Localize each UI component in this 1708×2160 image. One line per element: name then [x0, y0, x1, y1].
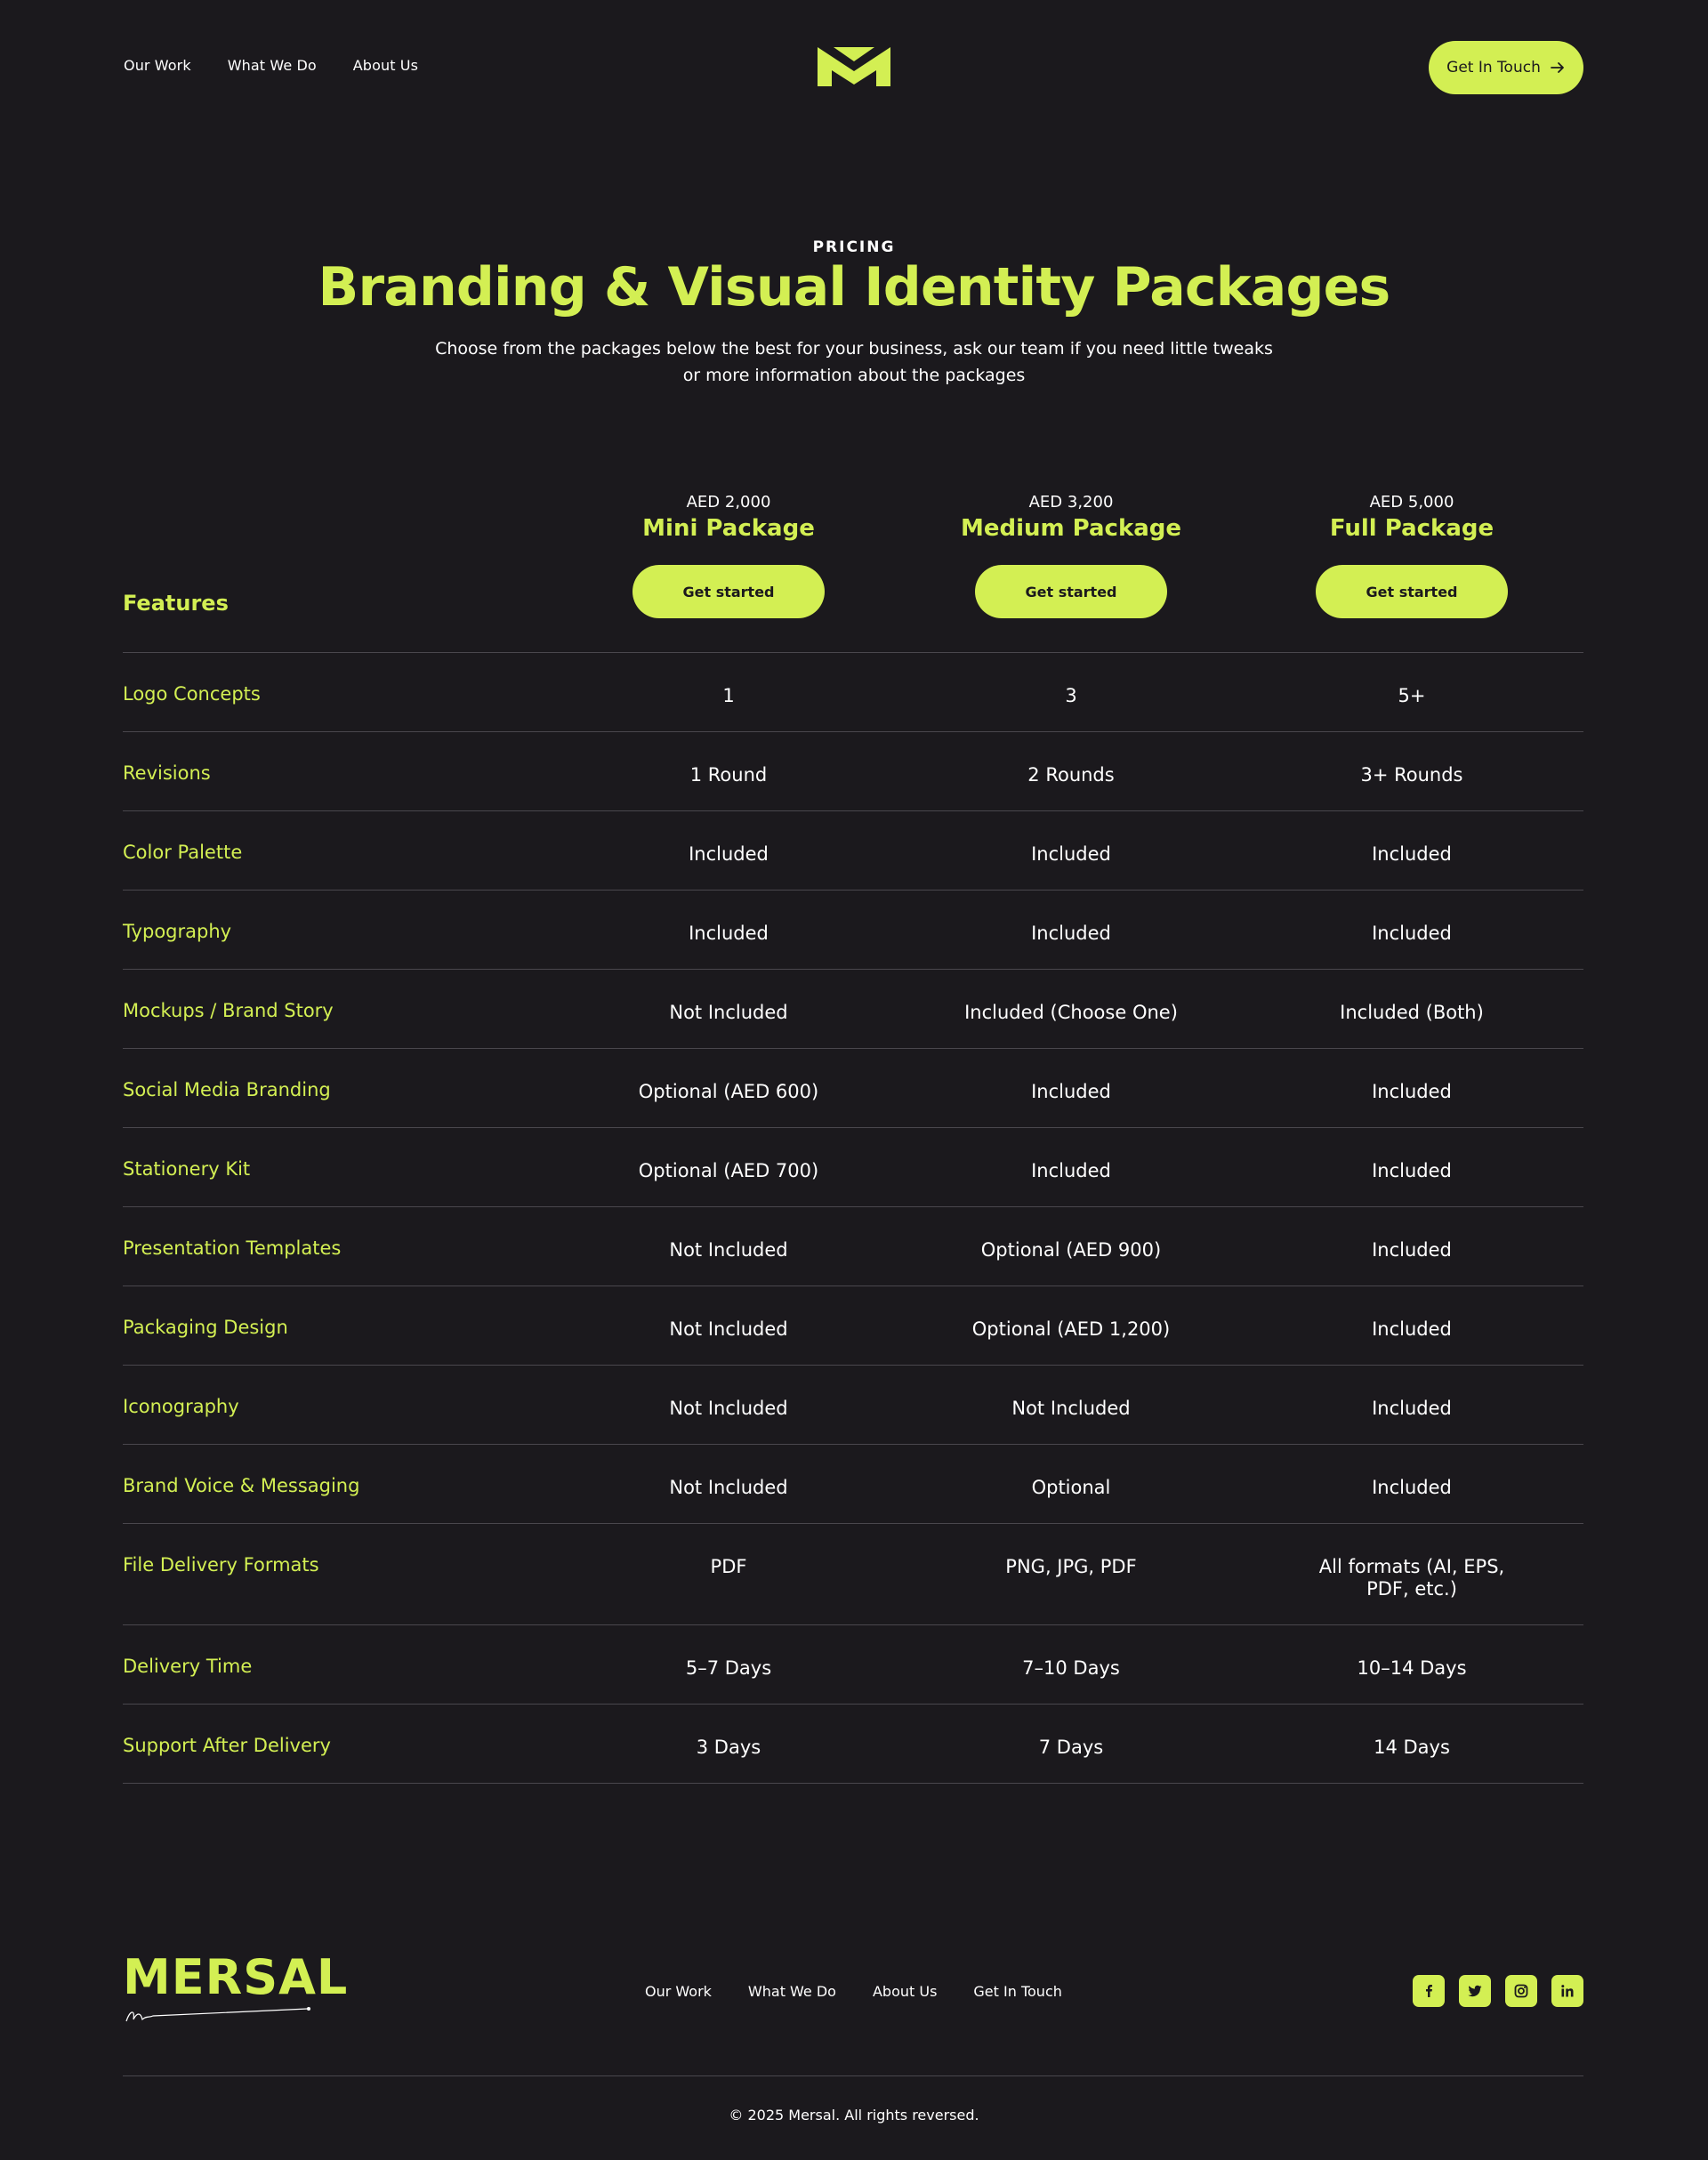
table-row	[123, 1445, 1583, 1524]
feature-label: Support After Delivery	[123, 1735, 331, 1756]
feature-label: Logo Concepts	[123, 683, 261, 705]
site-header	[0, 0, 1708, 135]
footer-nav-our-work[interactable]: Our Work	[645, 1983, 712, 2000]
table-cell: PNG, JPG, PDF	[1005, 1556, 1137, 1577]
logo-icon[interactable]	[818, 47, 890, 86]
table-cell: Not Included	[1011, 1398, 1131, 1419]
plan-medium	[955, 480, 1187, 618]
feature-label: Packaging Design	[123, 1317, 288, 1338]
plan-name: Full Package	[1329, 515, 1494, 542]
table-cell: Included	[689, 843, 769, 865]
table-cell: 1 Round	[689, 764, 768, 786]
table-row	[123, 1366, 1583, 1445]
table-cell: 2 Rounds	[1027, 764, 1115, 786]
table-row	[123, 1524, 1583, 1625]
feature-label: Brand Voice & Messaging	[123, 1475, 360, 1496]
signature-icon	[123, 2003, 313, 2025]
table-cell: 14 Days	[1374, 1737, 1450, 1758]
table-cell: Included	[1372, 1318, 1452, 1340]
plan-price: AED 2,000	[686, 493, 771, 512]
table-row	[123, 1128, 1583, 1207]
feature-label: Stationery Kit	[123, 1158, 251, 1180]
table-cell: Optional (AED 700)	[638, 1160, 819, 1181]
table-cell: Included	[1372, 1398, 1452, 1419]
table-row	[123, 811, 1583, 891]
feature-label: Iconography	[123, 1396, 239, 1417]
features-heading: Features	[123, 591, 229, 616]
feature-label: File Delivery Formats	[123, 1554, 319, 1576]
table-cell: Included	[1031, 1160, 1111, 1181]
table-row	[123, 1207, 1583, 1286]
table-cell: 5+	[1398, 685, 1426, 706]
table-row	[123, 1286, 1583, 1366]
table-row	[123, 1705, 1583, 1784]
table-row	[123, 1625, 1583, 1705]
table-cell: 3 Days	[696, 1737, 761, 1758]
table-cell: Not Included	[669, 1239, 788, 1261]
footer-brand-wordmark: MERSAL	[123, 1949, 349, 2005]
table-cell: Not Included	[669, 1477, 788, 1498]
get-in-touch-button[interactable]	[1429, 41, 1583, 94]
table-cell: PDF	[710, 1556, 747, 1577]
footer-divider	[123, 2075, 1583, 2076]
plan-mini	[613, 480, 844, 618]
table-cell: 10–14 Days	[1357, 1657, 1467, 1679]
feature-label: Social Media Branding	[123, 1079, 331, 1100]
plan-name: Medium Package	[960, 515, 1182, 542]
facebook-icon[interactable]	[1413, 1975, 1445, 2007]
feature-label: Mockups / Brand Story	[123, 1000, 334, 1021]
arrow-right-icon	[1550, 60, 1566, 76]
table-cell: Optional	[1031, 1477, 1111, 1498]
footer-logo[interactable]	[123, 1949, 349, 2025]
table-cell: Included	[1372, 1160, 1452, 1181]
table-cell: Included (Choose One)	[964, 1002, 1178, 1023]
table-cell: Not Included	[669, 1002, 788, 1023]
table-cell: Included	[1372, 1477, 1452, 1498]
twitter-icon[interactable]	[1459, 1975, 1491, 2007]
linkedin-icon[interactable]	[1551, 1975, 1583, 2007]
get-in-touch-label: Get In Touch	[1446, 59, 1541, 77]
table-cell: 5–7 Days	[685, 1657, 772, 1679]
table-cell: Optional (AED 900)	[980, 1239, 1162, 1261]
plan-price: AED 5,000	[1369, 493, 1454, 512]
table-cell: 1	[722, 685, 735, 706]
get-started-button-mini[interactable]: Get started	[632, 565, 825, 618]
feature-label: Typography	[123, 921, 232, 942]
table-cell: Included	[1372, 1239, 1452, 1261]
table-row	[123, 891, 1583, 970]
footer-nav-what-we-do[interactable]: What We Do	[747, 1983, 836, 2000]
pricing-eyebrow: PRICING	[812, 238, 896, 256]
table-cell: Included	[1372, 923, 1452, 944]
table-cell: All formats (AI, EPS, PDF, etc.)	[1318, 1556, 1505, 1600]
table-cell: Included	[1031, 843, 1111, 865]
table-row	[123, 970, 1583, 1049]
table-cell: 7–10 Days	[1022, 1657, 1120, 1679]
nav-our-work[interactable]: Our Work	[124, 57, 191, 74]
feature-label: Revisions	[123, 762, 211, 784]
table-cell: Included	[1372, 1081, 1452, 1102]
pricing-table-header	[123, 480, 1583, 653]
pricing-table	[123, 480, 1583, 1784]
footer-nav-about-us[interactable]: About Us	[872, 1983, 938, 2000]
copyright-text: © 2025 Mersal. All rights reversed.	[729, 2107, 979, 2124]
nav-about-us[interactable]: About Us	[352, 57, 419, 74]
feature-label: Presentation Templates	[123, 1237, 342, 1259]
table-cell: Optional (AED 1,200)	[971, 1318, 1171, 1340]
table-cell: Included	[689, 923, 769, 944]
plan-name: Mini Package	[642, 515, 815, 542]
table-cell: Optional (AED 600)	[638, 1081, 819, 1102]
get-started-button-full[interactable]: Get started	[1316, 565, 1508, 618]
table-cell: Included	[1031, 923, 1111, 944]
table-cell: Included (Both)	[1340, 1002, 1484, 1023]
nav-what-we-do[interactable]: What We Do	[227, 57, 317, 74]
main-nav	[124, 57, 418, 74]
page-title: Branding & Visual Identity Packages	[318, 256, 1390, 318]
feature-label: Delivery Time	[123, 1656, 253, 1677]
instagram-icon[interactable]	[1505, 1975, 1537, 2007]
table-cell: 3+ Rounds	[1360, 764, 1463, 786]
table-cell: Included	[1031, 1081, 1111, 1102]
footer-nav-get-in-touch[interactable]: Get In Touch	[973, 1983, 1062, 2000]
table-row	[123, 653, 1583, 732]
page-subtitle: Choose from the packages below the best for your business, ask our team if you need little tweaks or more information about the packages	[435, 339, 1273, 385]
table-cell: Not Included	[669, 1398, 788, 1419]
table-row	[123, 1049, 1583, 1128]
footer-nav	[645, 1983, 1062, 2000]
feature-label: Color Palette	[123, 842, 243, 863]
table-cell: Included	[1372, 843, 1452, 865]
table-cell: 7 Days	[1038, 1737, 1104, 1758]
table-cell: Not Included	[669, 1318, 788, 1340]
plan-price: AED 3,200	[1028, 493, 1114, 512]
plan-full	[1296, 480, 1527, 618]
table-cell: 3	[1065, 685, 1077, 706]
table-row	[123, 732, 1583, 811]
social-links	[1413, 1975, 1583, 2007]
get-started-button-medium[interactable]: Get started	[975, 565, 1167, 618]
